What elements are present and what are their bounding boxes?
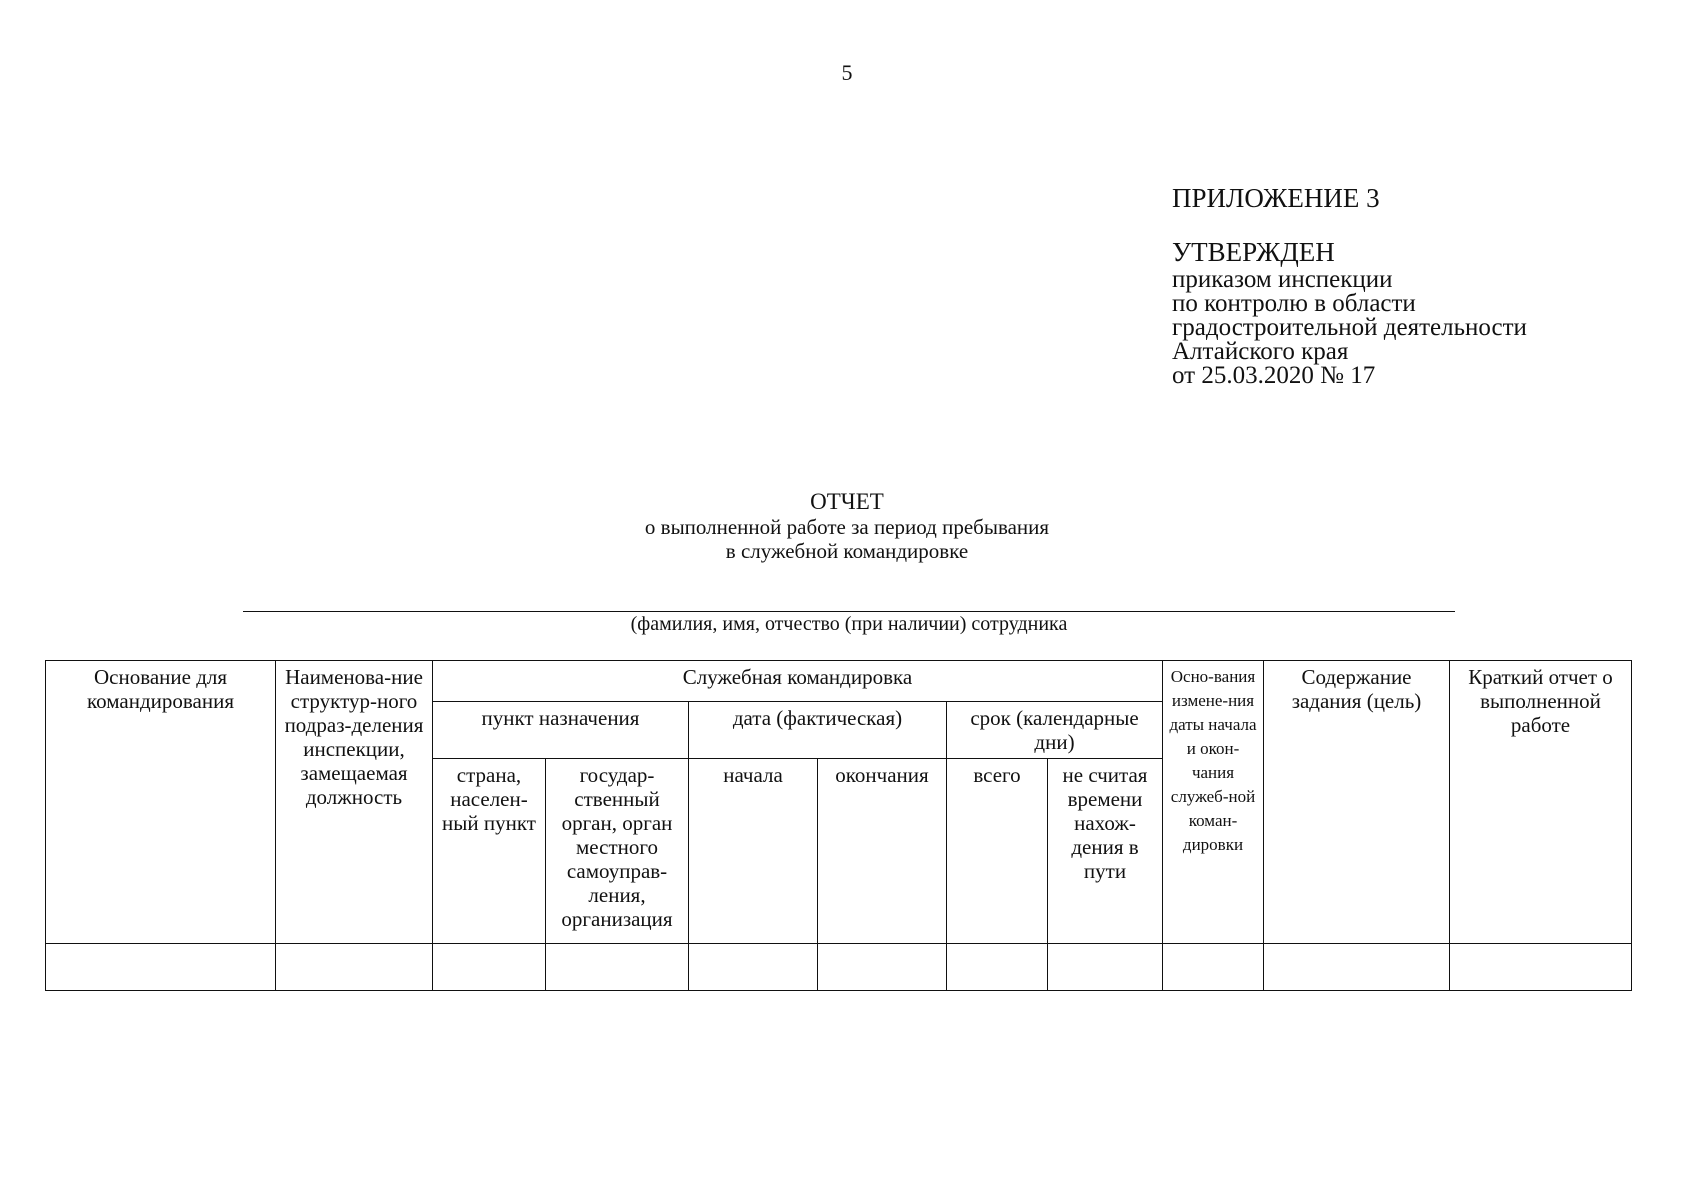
report-subtitle-line: в служебной командировке — [725, 539, 969, 563]
table-cell — [433, 944, 546, 991]
header-destination: пункт назначения — [433, 702, 689, 759]
table-cell — [546, 944, 689, 991]
table-cell — [46, 944, 276, 991]
table-cell — [1048, 944, 1163, 991]
report-table — [45, 660, 1632, 991]
appendix-label: ПРИЛОЖЕНИЕ 3 — [1172, 183, 1380, 213]
header-start: начала — [689, 759, 818, 944]
table-cell — [1264, 944, 1450, 991]
approval-line: Алтайского края — [1172, 338, 1349, 365]
approval-line: градостроительной деятельности — [1172, 314, 1527, 341]
employee-name-caption: (фамилия, имя, отчество (при наличии) сотрудника — [630, 613, 1068, 635]
header-date-actual: дата (фактическая) — [689, 702, 947, 759]
table-cell — [1450, 944, 1632, 991]
report-title: ОТЧЕТ — [810, 489, 884, 514]
page-number: 5 — [841, 60, 853, 85]
table-cell — [818, 944, 947, 991]
header-country-locality: страна, населен-ный пункт — [433, 759, 546, 944]
table-cell — [1163, 944, 1264, 991]
table-cell — [947, 944, 1048, 991]
header-task: Содержание задания (цель) — [1264, 661, 1450, 944]
table-cell — [276, 944, 433, 991]
header-date-change-basis: Осно-вания измене-ния даты начала и окон-чания служеб-ной коман-дировки — [1163, 661, 1264, 944]
approval-line: приказом инспекции — [1172, 266, 1393, 293]
approval-line: от 25.03.2020 № 17 — [1172, 362, 1376, 389]
employee-name-line — [243, 611, 1455, 612]
table-cell — [689, 944, 818, 991]
header-summary: Краткий отчет о выполненной работе — [1450, 661, 1632, 944]
header-term-days: срок (календарные дни) — [947, 702, 1163, 759]
report-heading — [0, 489, 1694, 563]
approval-block — [1172, 182, 1527, 388]
table-header-row — [46, 661, 1632, 702]
approved-label: УТВЕРЖДЕН — [1172, 237, 1335, 267]
header-excluding-travel: не считая времени нахож-дения в пути — [1048, 759, 1163, 944]
header-business-trip: Служебная командировка — [433, 661, 1163, 702]
table-row — [46, 944, 1632, 991]
header-basis: Основание для командирования — [46, 661, 276, 944]
approval-line: по контролю в области — [1172, 290, 1416, 317]
header-total: всего — [947, 759, 1048, 944]
header-end: окончания — [818, 759, 947, 944]
header-organ: государ-ственный орган, орган местного самоуправ-ления, организация — [546, 759, 689, 944]
report-subtitle-line: о выполненной работе за период пребывания — [644, 515, 1050, 539]
header-unit-name: Наименова-ние структур-ного подраз-деления инспекции, замещаемая должность — [276, 661, 433, 944]
